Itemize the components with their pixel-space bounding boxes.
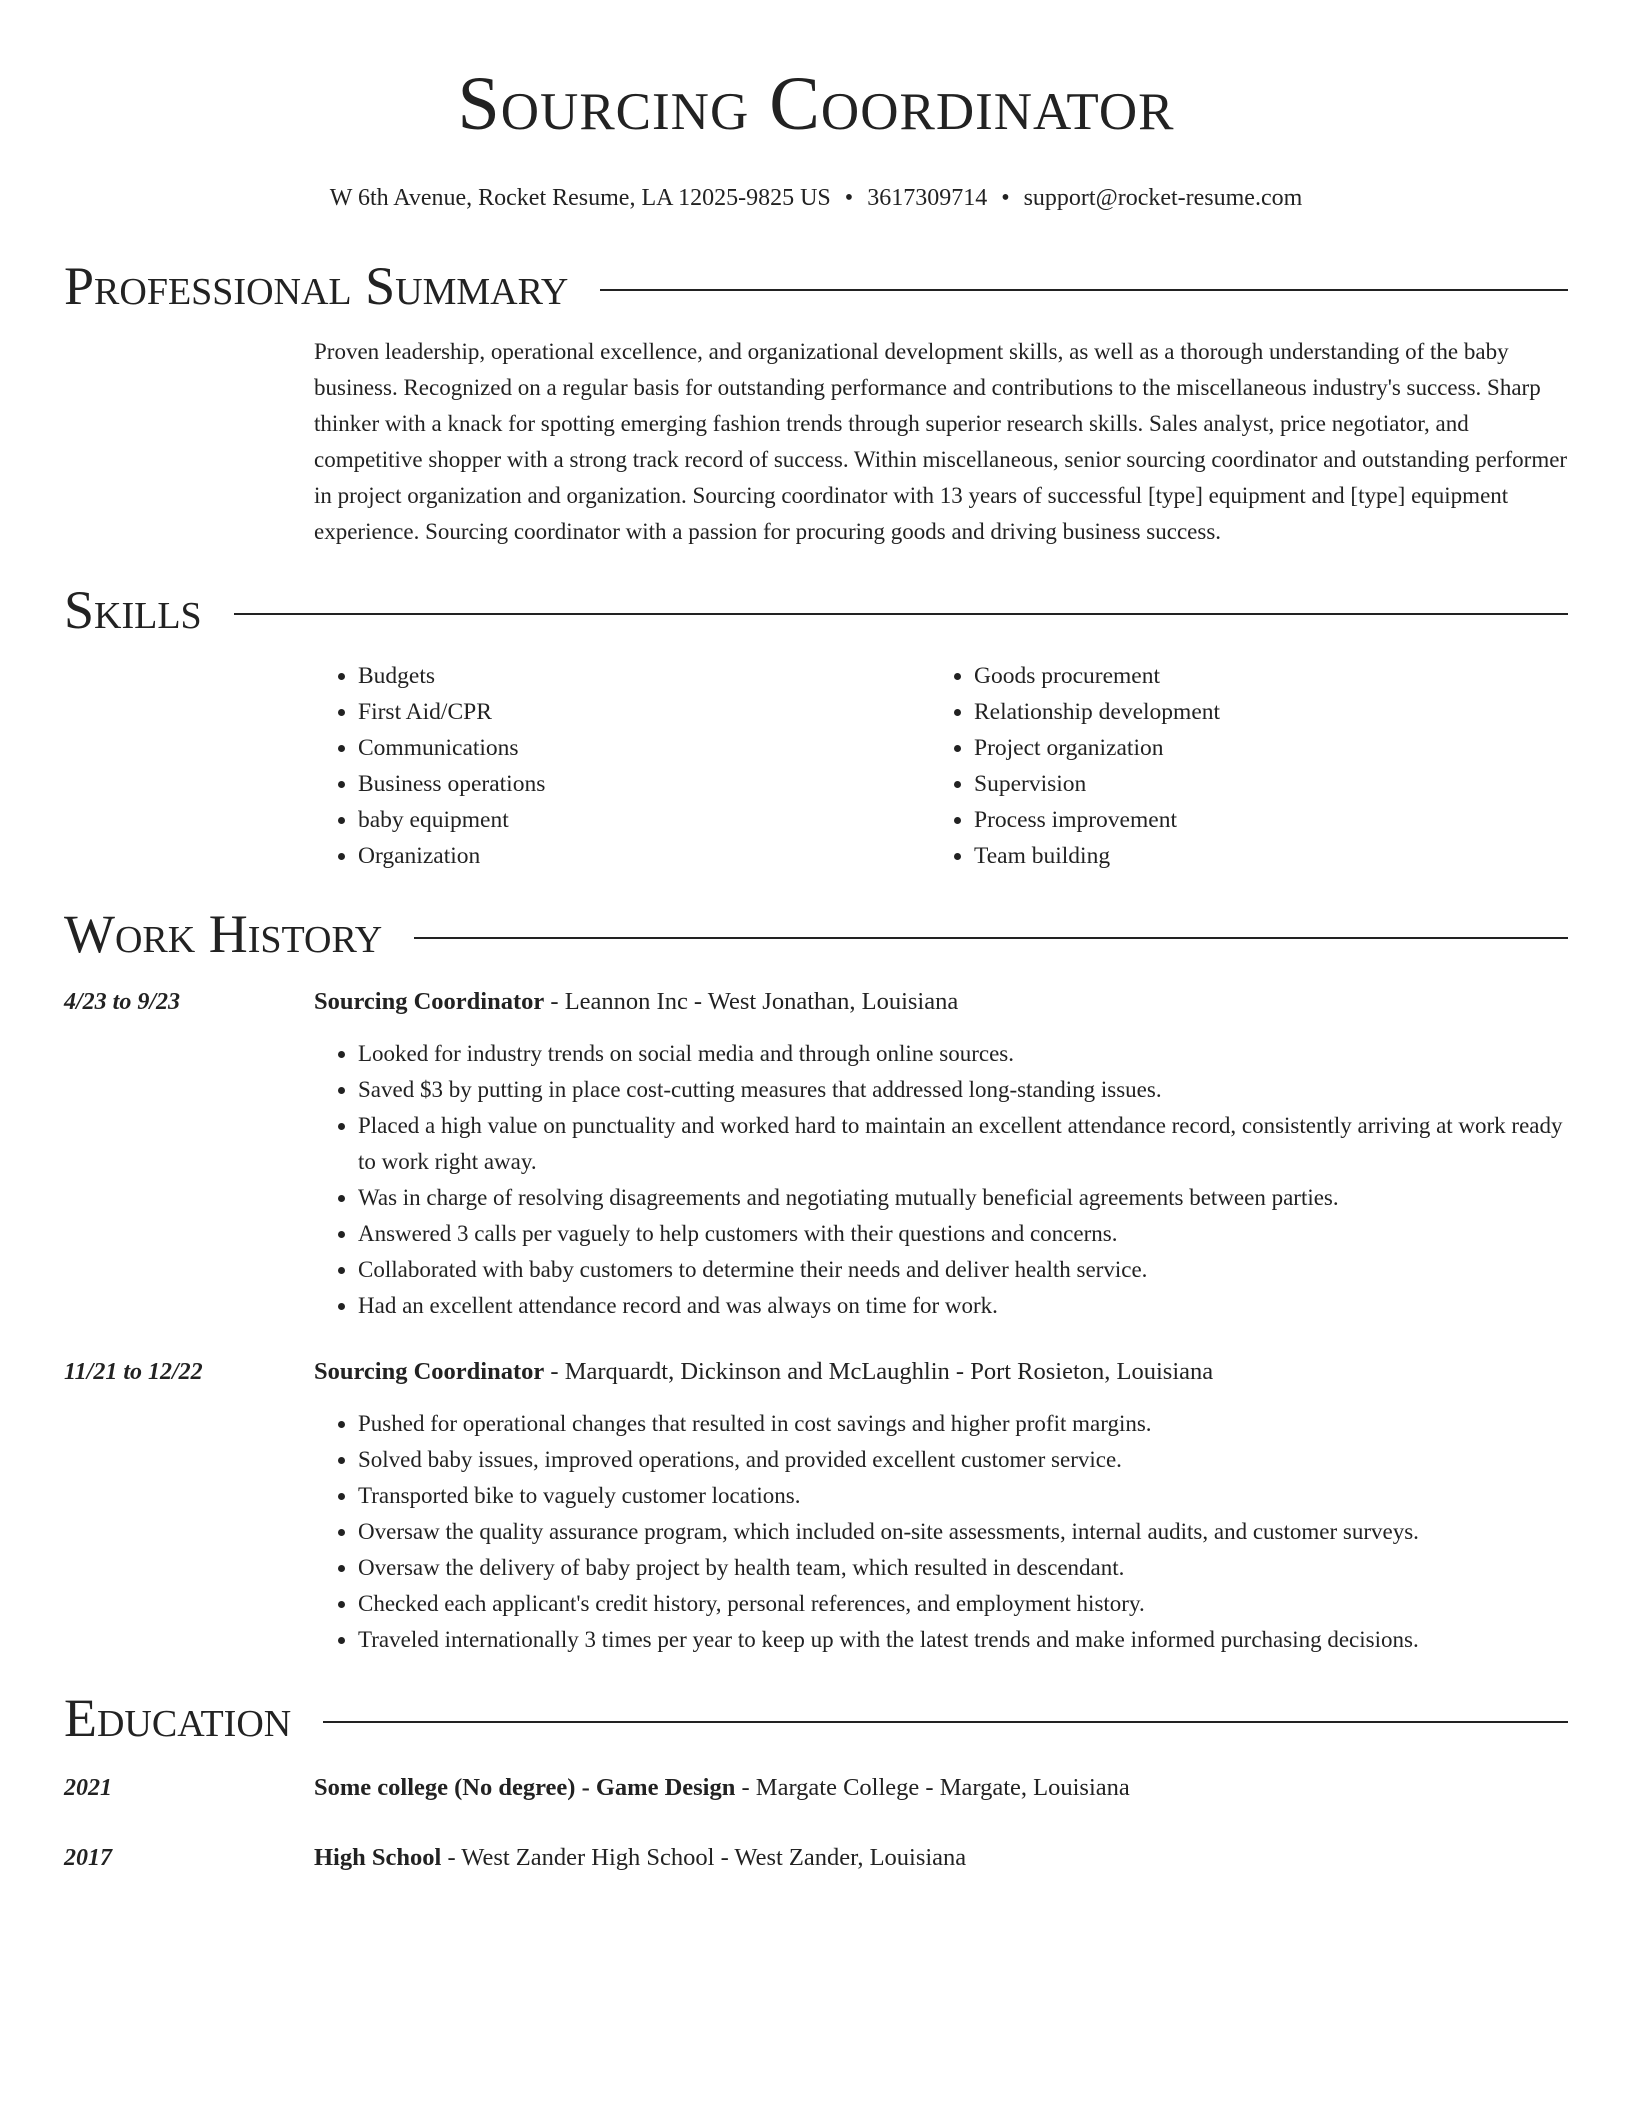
job-bullet: • Answered 3 calls per vaguely to help customers with their questions and concerns. [358, 1216, 1568, 1252]
section-title-education: Education [64, 1688, 292, 1748]
skill-item: • Business operations [358, 766, 930, 802]
work-section-header [64, 902, 1568, 966]
job-dates: 4/23 to 9/23 [64, 989, 181, 1015]
education-year: 2017 [64, 1845, 112, 1871]
job-entry [64, 1354, 1568, 1658]
job-employer: - Marquardt, Dickinson and McLaughlin - Port Rosieton, Louisiana [544, 1358, 1214, 1385]
contact-email: support@rocket-resume.com [1023, 185, 1303, 211]
job-title: Sourcing Coordinator [314, 988, 545, 1015]
education-entry [64, 1840, 1568, 1876]
education-entry [64, 1770, 1568, 1806]
education-heading [314, 1770, 1568, 1806]
job-heading [314, 1354, 1568, 1390]
job-entry [64, 984, 1568, 1324]
skill-item: • Organization [358, 838, 930, 874]
job-body [314, 1354, 1568, 1658]
skills-column-right [930, 658, 1546, 874]
job-bullet: • Looked for industry trends on social media and through online sources. [358, 1036, 1568, 1072]
education-heading [314, 1840, 1568, 1876]
job-bullet: • Saved $3 by putting in place cost-cutting measures that addressed long-standing issues. [358, 1072, 1568, 1108]
job-bullet: • Oversaw the quality assurance program, which included on-site assessments, internal audits, and customer surveys. [358, 1514, 1568, 1550]
contact-line [64, 182, 1568, 214]
skill-item: • Team building [974, 838, 1546, 874]
education-degree: Some college (No degree) - Game Design [314, 1774, 736, 1801]
skill-item: • Process improvement [974, 802, 1546, 838]
job-employer: - Leannon Inc - West Jonathan, Louisiana [544, 988, 959, 1015]
job-bullet: • Oversaw the delivery of baby project by health team, which resulted in descendant. [358, 1550, 1568, 1586]
skill-item: • Supervision [974, 766, 1546, 802]
job-body [314, 984, 1568, 1324]
skills-column-left [314, 658, 930, 874]
education-section-header [64, 1686, 1568, 1750]
contact-phone: 3617309714 [867, 185, 988, 211]
skill-item: • Project organization [974, 730, 1546, 766]
job-bullets [314, 1406, 1568, 1658]
job-bullet: • Traveled internationally 3 times per year to keep up with the latest trends and make informed purchasing decisions. [358, 1622, 1568, 1658]
job-bullet: • Was in charge of resolving disagreements and negotiating mutually beneficial agreements between parties. [358, 1180, 1568, 1216]
skill-item: • Communications [358, 730, 930, 766]
section-divider [234, 613, 1568, 615]
contact-address: W 6th Avenue, Rocket Resume, LA 12025-9825 US [329, 185, 831, 211]
section-title-skills: Skills [64, 580, 202, 640]
education-degree: High School [314, 1844, 442, 1871]
job-bullet: • Collaborated with baby customers to determine their needs and deliver health service. [358, 1252, 1568, 1288]
education-school: - West Zander High School - West Zander, Louisiana [441, 1844, 967, 1871]
contact-separator: • [844, 185, 854, 211]
job-heading [314, 984, 1568, 1020]
job-bullet: • Had an excellent attendance record and was always on time for work. [358, 1288, 1568, 1324]
skill-item: • baby equipment [358, 802, 930, 838]
education-year: 2021 [64, 1775, 112, 1801]
skills-list [314, 658, 1568, 874]
summary-section-header [64, 254, 1568, 318]
contact-separator: • [1001, 185, 1010, 211]
candidate-name: Sourcing Coordinator [457, 62, 1175, 146]
job-bullet: • Transported bike to vaguely customer locations. [358, 1478, 1568, 1514]
job-bullet: • Checked each applicant's credit history, personal references, and employment history. [358, 1586, 1568, 1622]
summary-text: Proven leadership, operational excellence, and organizational development skills, as well as a thorough understanding of the baby business. Recognized on a regular basis for outstanding performance and contributions to the miscellaneous industry's success. Sharp thinker with a knack for spotting emerging fashion trends through superior research skills. Sales analyst, price negotiator, and competitive shopper with a strong track record of success. Within miscellaneous, senior sourcing coordinator and outstanding performer in project organization and organization. Sourcing coordinator with 13 years of successful [type] equipment and [type] equipment experience. Sourcing coordinator with a passion for procuring goods and driving business success. [314, 339, 1568, 544]
skill-item: • First Aid/CPR [358, 694, 930, 730]
skill-item: • Relationship development [974, 694, 1546, 730]
skill-item: • Goods procurement [974, 658, 1546, 694]
section-title-summary: Professional Summary [64, 256, 569, 316]
section-divider [323, 1721, 1568, 1723]
job-bullet: • Placed a high value on punctuality and worked hard to maintain an excellent attendance record, consistently arriving at work ready to work right away. [358, 1108, 1568, 1180]
section-divider [600, 289, 1568, 291]
education-school: - Margate College - Margate, Louisiana [735, 1774, 1130, 1801]
skill-item: • Budgets [358, 658, 930, 694]
job-bullet: • Solved baby issues, improved operations, and provided excellent customer service. [358, 1442, 1568, 1478]
skills-section-header [64, 578, 1568, 642]
section-title-work: Work History [64, 904, 383, 964]
job-title: Sourcing Coordinator [314, 1358, 545, 1385]
section-divider [414, 937, 1568, 939]
job-bullet: • Pushed for operational changes that resulted in cost savings and higher profit margins. [358, 1406, 1568, 1442]
job-dates: 11/21 to 12/22 [64, 1359, 203, 1385]
job-bullets [314, 1036, 1568, 1324]
